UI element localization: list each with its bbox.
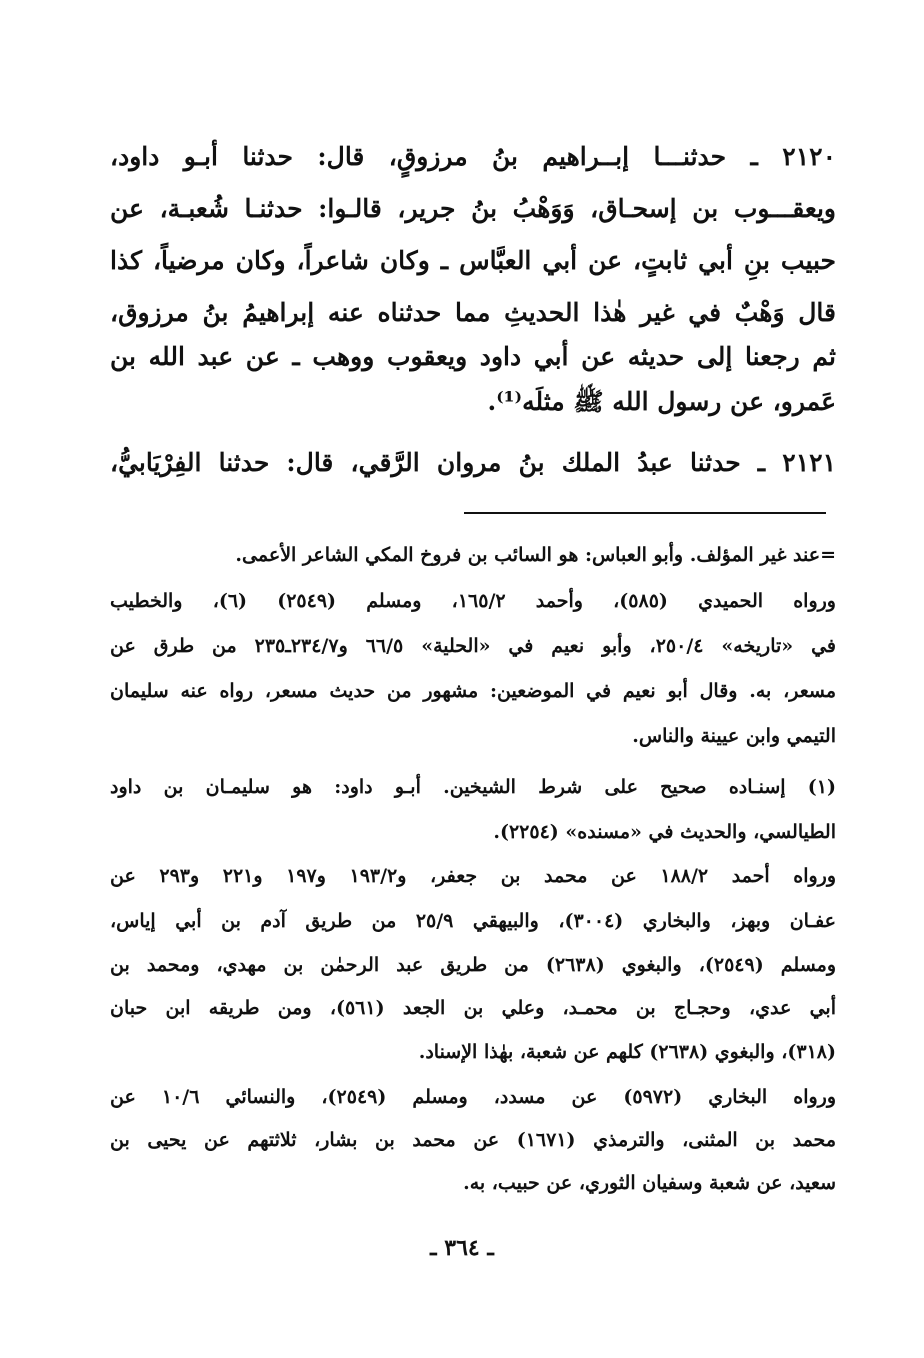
footnote-continued-line-4: مسعر، به. وقال أبو نعيم في الموضعين: مشهور من حديث مسعر، رواه عنه سليمان (110, 680, 836, 702)
footnote-1-line-5: ومسلم (٢٥٤٩)، والبغوي (٢٦٣٨) من طريق عبد الرحمٰن بن مهدي، ومحمد بن (110, 954, 836, 976)
footnote-1-line-1: (١) إسنـاده صحيح على شرط الشيخين. أبـو داود: هو سليمـان بن داود (110, 776, 836, 798)
footnote-1-line-10: سعيد، عن شعبة وسفيان الثوري، عن حبيب، به. (463, 1172, 836, 1194)
footnote-1-line-7: (٣١٨)، والبغوي (٢٦٣٨) كلهم عن شعبة، بهٰذا الإسناد. (418, 1041, 836, 1063)
hadith-2120-line-3: حبيب بنِ أبي ثابتٍ، عن أبي العبَّاس ـ وكان شاعراً، وكان مرضياً، كذا (110, 246, 836, 275)
footnote-continued-line-3: في «تاريخه» ٢٥٠/٤، وأبو نعيم في «الحلية» ٦٦/٥ و٢٣٤/٧ـ٢٣٥ من طرق عن (110, 635, 836, 657)
footnote-continued-line-1: =عند غير المؤلف. وأبو العباس: هو السائب بن فروخ المكي الشاعر الأعمى. (235, 544, 836, 566)
footnote-1-line-6: أبي عدي، وحجـاج بن محمـد، وعلي بن الجعد (٥٦١)، ومن طريقه ابن حبان (110, 997, 836, 1019)
hadith-2120-line-2: ويعقـــوب بن إسحـاق، وَوَهْبُ بنُ جرير، قالـوا: حدثنـا شُعبـة، عن (110, 194, 836, 223)
footnote-1-line-8: ورواه البخاري (٥٩٧٢) عن مسدد، ومسلم (٢٥٤٩)، والنسائي ١٠/٦ عن (110, 1086, 836, 1108)
footnote-1-line-3: ورواه أحمد ١٨٨/٢ عن محمد بن جعفر، و١٩٣/٢ و١٩٧ و٢٢١ و٢٩٣ عن (110, 865, 836, 887)
hadith-2120-line-5: ثم رجعنا إلى حديثه عن أبي داود ويعقوب ووهب ـ عن عبد الله بن (110, 342, 836, 371)
hadith-2120-line-4: قال وَهْبٌ في غير هٰذا الحديثِ مما حدثناه عنه إبراهيمُ بنُ مرزوق، (110, 298, 836, 327)
hadith-2120-line-1: ٢١٢٠ ـ حدثنـــا إبــراهيم بنُ مرزوقٍ، قال: حدثنا أبـو داود، (110, 142, 836, 171)
hadith-2120-line-6: عَمرو، عن رسول الله ﷺ مثلَه⁽¹⁾. (487, 387, 836, 416)
footnote-1-line-4: عفـان وبهز، والبخاري (٣٠٠٤)، والبيهقي ٢٥/٩ من طريق آدم بن أبي إياس، (110, 910, 836, 932)
footnote-1-line-2: الطيالسي، والحديث في «مسنده» (٢٢٥٤). (493, 821, 836, 843)
footnote-continued-line-5: التيمي وابن عيينة والناس. (632, 725, 836, 747)
footnote-continued-line-2: ورواه الحميدي (٥٨٥)، وأحمد ١٦٥/٢، ومسلم (٢٥٤٩) (٦)، والخطيب (110, 590, 836, 612)
hadith-2121-line-1: ٢١٢١ ـ حدثنا عبدُ الملك بنُ مروان الرَّقي، قال: حدثنا الفِرْيَابيُّ، (110, 448, 836, 477)
page-number: ـ ٣٦٤ ـ (430, 1235, 494, 1261)
footnote-separator (464, 512, 826, 514)
footnote-1-line-9: محمد بن المثنى، والترمذي (١٦٧١) عن محمد بن بشار، ثلاثتهم عن يحيى بن (110, 1129, 836, 1151)
